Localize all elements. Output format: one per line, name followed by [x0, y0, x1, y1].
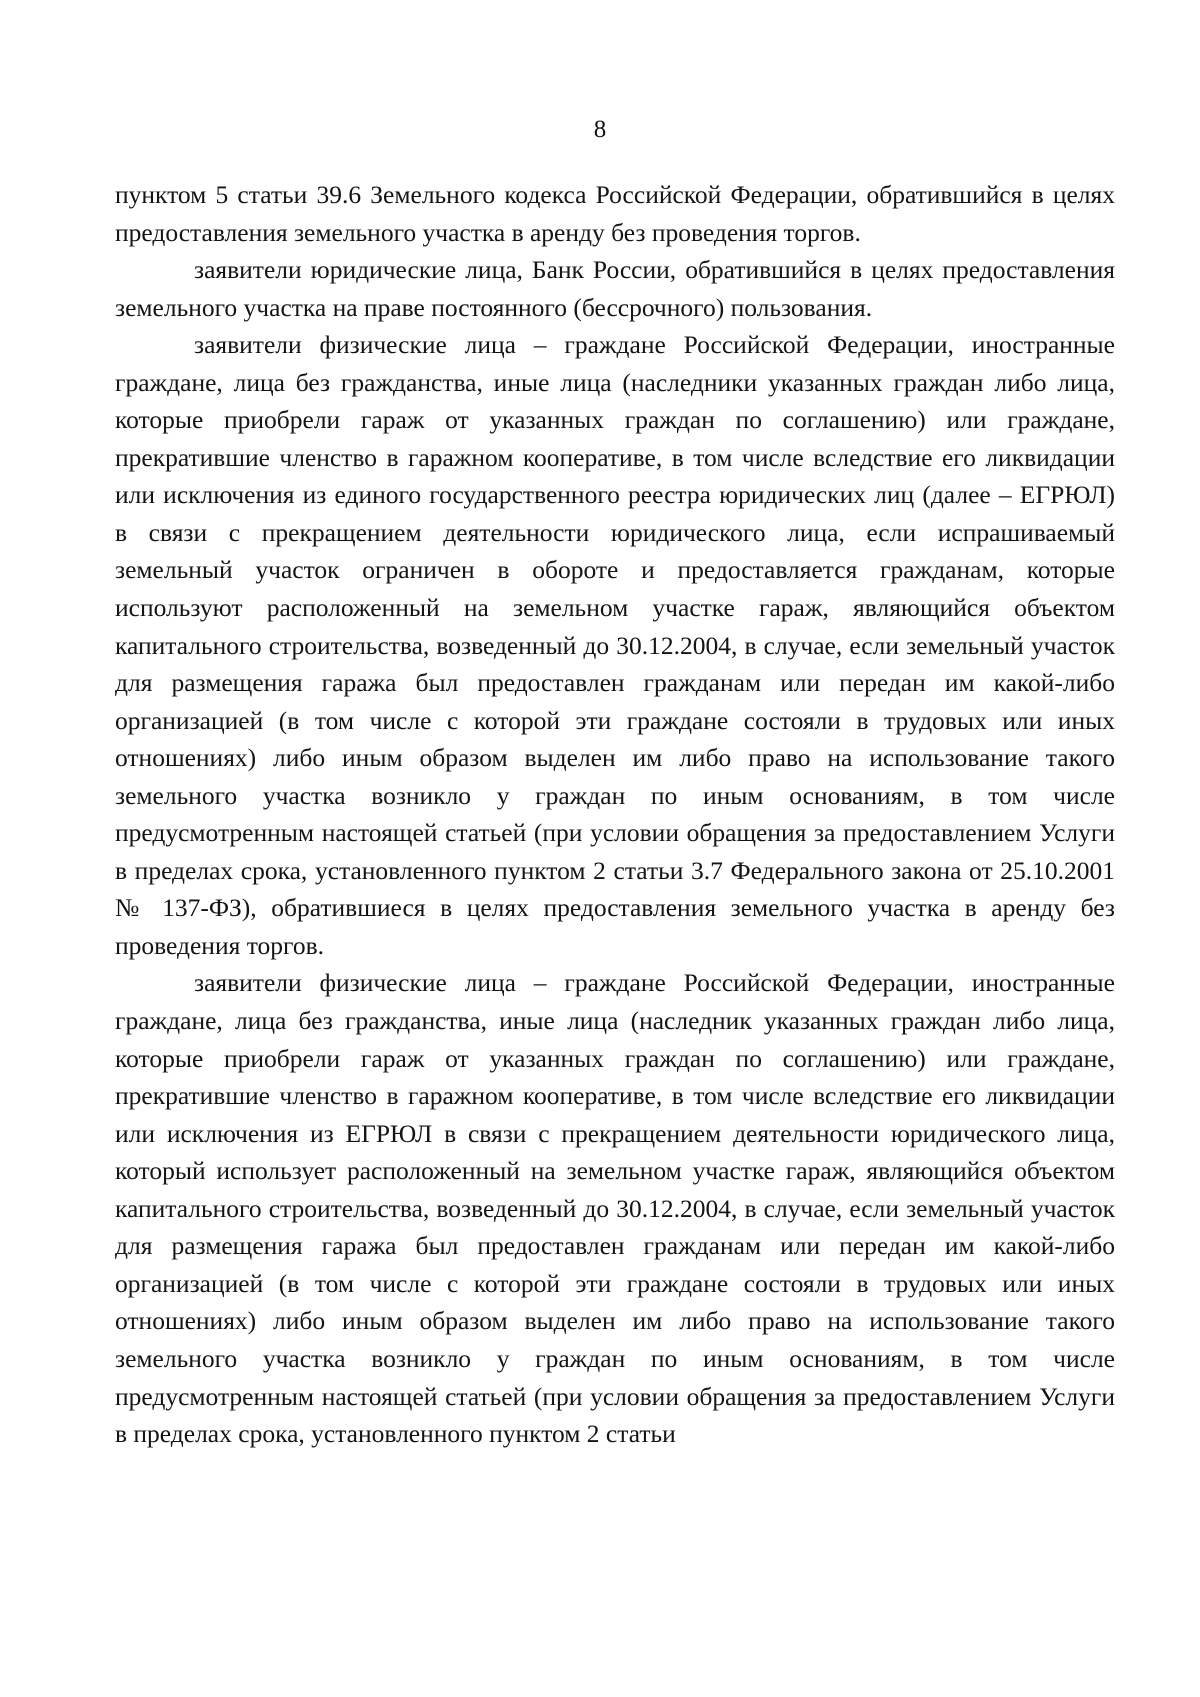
paragraph-individuals-garage: заявители физические лица – граждане Российской Федерации, иностранные граждане, лица без гражданства, иные лица (наследник указанных граждан либо лица, которые приобрели гараж от указанных граждан по соглашению) или граждане, прекратившие членство в гаражном кооперативе, в том числе вследствие его ликвидации или исключения из ЕГРЮЛ в связи с прекращением деятельности юридического лица, который использует расположенный на земельном участке гараж, являющийся объектом капитального строительства, возведенный до 30.12.2004, в случае, если земельный участок для размещения гаража был предоставлен гражданам или передан им какой-либо организацией (в том числе с которой эти граждане состояли в трудовых или иных отношениях) либо иным образом выделен им либо право на использование такого земельного участка возникло у граждан по иным основаниям, в том числе предусмотренным настоящей статьей (при условии обращения за предоставлением Услуги в пределах срока, установленного пунктом 2 статьи [115, 968, 1115, 1449]
paragraph-individuals-restricted: заявители физические лица – граждане Российской Федерации, иностранные граждане, лица без гражданства, иные лица (наследники указанных граждан либо лица, которые приобрели гараж от указанных граждан по соглашению) или граждане, прекратившие членство в гаражном кооперативе, в том числе вследствие его ликвидации или исключения из единого государственного реестра юридических лиц (далее – ЕГРЮЛ) в связи с прекращением деятельности юридического лица, если испрашиваемый земельный участок ограничен в обороте и предоставляется гражданам, которые используют расположенный на земельном участке гараж, являющийся объектом капитального строительства, возведенный до 30.12.2004, в случае, если земельный участок для размещения гаража был предоставлен гражданам или передан им какой-либо организацией (в том числе с которой эти граждане состояли в трудовых или иных отношениях) либо иным образом выделен им либо право на использование такого земельного участка возникло у граждан по иным основаниям, в том числе предусмотренным настоящей статьей (при условии обращения за предоставлением Услуги в пределах срока, установленного пунктом 2 статьи 3.7 Федерального закона от 25.10.2001 № 137-ФЗ), обратившиеся в целях предоставления земельного участка в аренду без проведения торгов. [115, 330, 1115, 960]
paragraph-continuation: пунктом 5 статьи 39.6 Земельного кодекса Российской Федерации, обратившийся в целях предоставления земельного участка в аренду без проведения торгов. [115, 180, 1115, 247]
body-text [115, 176, 1115, 1453]
paragraph-legal-entities: заявители юридические лица, Банк России, обратившийся в целях предоставления земельного участка на праве постоянного (бессрочного) пользования. [115, 255, 1115, 322]
page-number: 8 [593, 116, 607, 143]
